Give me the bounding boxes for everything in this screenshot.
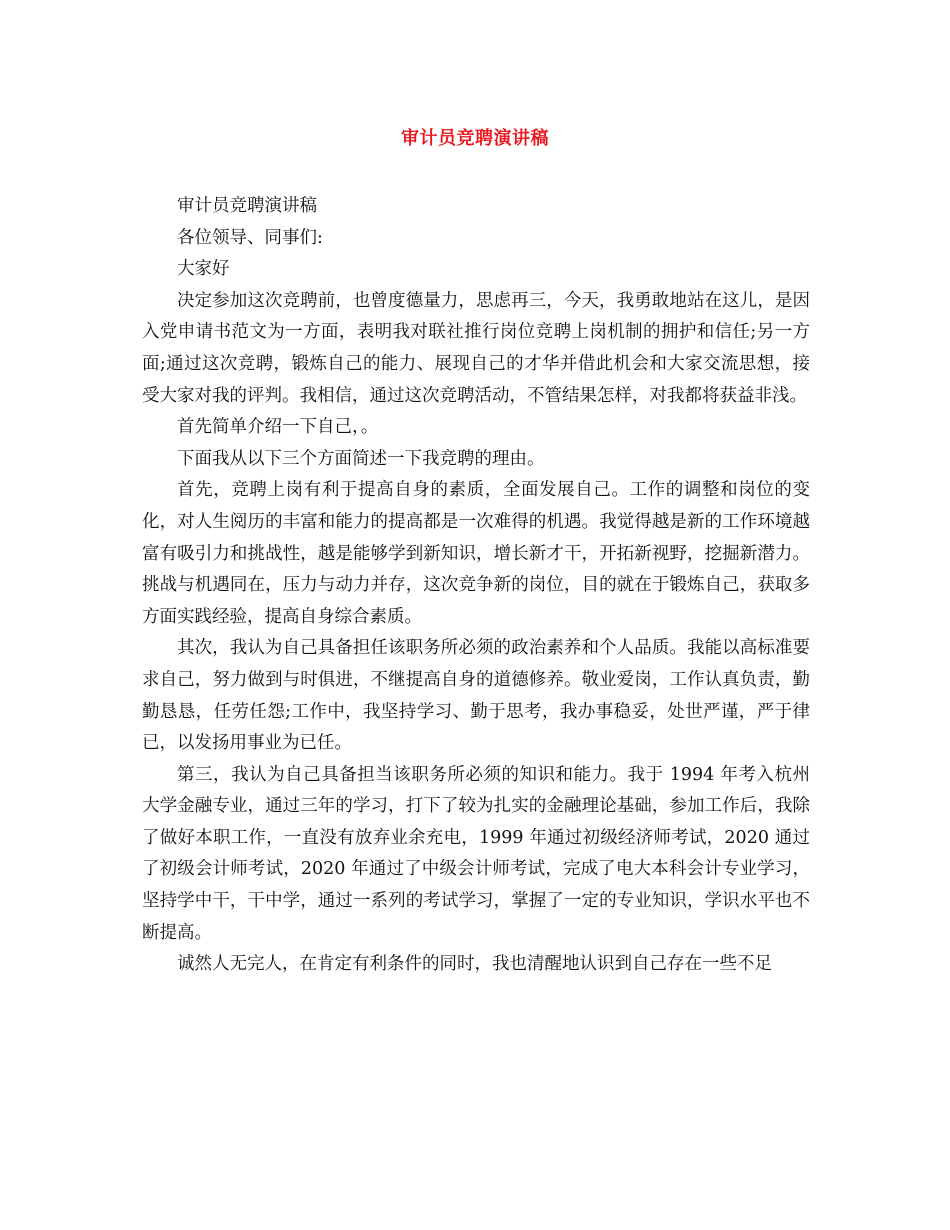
paragraph-intro: 决定参加这次竞聘前，也曾度德量力，思虑再三，今天，我勇敢地站在这儿，是因入党申请书范文为一方面，表明我对联社推行岗位竞聘上岗机制的拥护和信任;另一方面;通过这次竞聘，锻炼自己的能力、展现自己的才华并借此机会和大家交流思想，接受大家对我的评判。我相信，通过这次竞聘活动，不管结果怎样，对我都将获益非浅。: [142, 290, 810, 406]
document-body: [142, 191, 810, 981]
paragraph-reason-third: 第三，我认为自己具备担当该职务所必须的知识和能力。我于 1994 年考入杭州大学金融专业，通过三年的学习，打下了较为扎实的金融理论基础，参加工作后，我除了做好本职工作，一直没有放弃业余充电，1999 年通过初级经济师考试，2020 通过了初级会计师考试，2020 年通过了中级会计师考试，完成了电大本科会计专业学习，坚持学中干，干中学，通过一系列的考试学习，掌握了一定的专业知识，学识水平也不断提高。: [142, 764, 810, 943]
document-title: 审计员竞聘演讲稿: [401, 128, 549, 149]
paragraph-self-intro: 首先简单介绍一下自己，。: [177, 417, 379, 438]
paragraph-reason-first: 首先，竞聘上岗有利于提高自身的素质，全面发展自己。工作的调整和岗位的变化，对人生阅历的丰富和能力的提高都是一次难得的机遇。我觉得越是新的工作环境越富有吸引力和挑战性，越是能够学到新知识，增长新才干，开拓新视野，挖掘新潜力。挑战与机遇同在，压力与动力并存，这次竞争新的岗位，目的就在于锻炼自己，获取多方面实践经验，提高自身综合素质。: [142, 480, 810, 627]
paragraph-salutation: 各位领导、同事们:: [177, 227, 323, 248]
paragraph-heading: 审计员竞聘演讲稿: [177, 196, 317, 216]
paragraph-greeting: 大家好: [177, 259, 230, 280]
paragraph-shortcomings: 诚然人无完人，在肯定有利条件的同时，我也清醒地认识到自己存在一些不足: [177, 954, 772, 975]
paragraph-reason-second: 其次，我认为自己具备担任该职务所必须的政治素养和个人品质。我能以高标准要求自己，努力做到与时俱进，不继提高自身的道德修养。敬业爱岗，工作认真负责，勤勤恳恳，任劳任怨;工作中，我坚持学习、勤于思考，我办事稳妥，处世严谨，严于律已，以发扬用事业为已任。: [142, 638, 810, 754]
paragraph-reasons-lead: 下面我从以下三个方面简述一下我竞聘的理由。: [177, 448, 545, 469]
